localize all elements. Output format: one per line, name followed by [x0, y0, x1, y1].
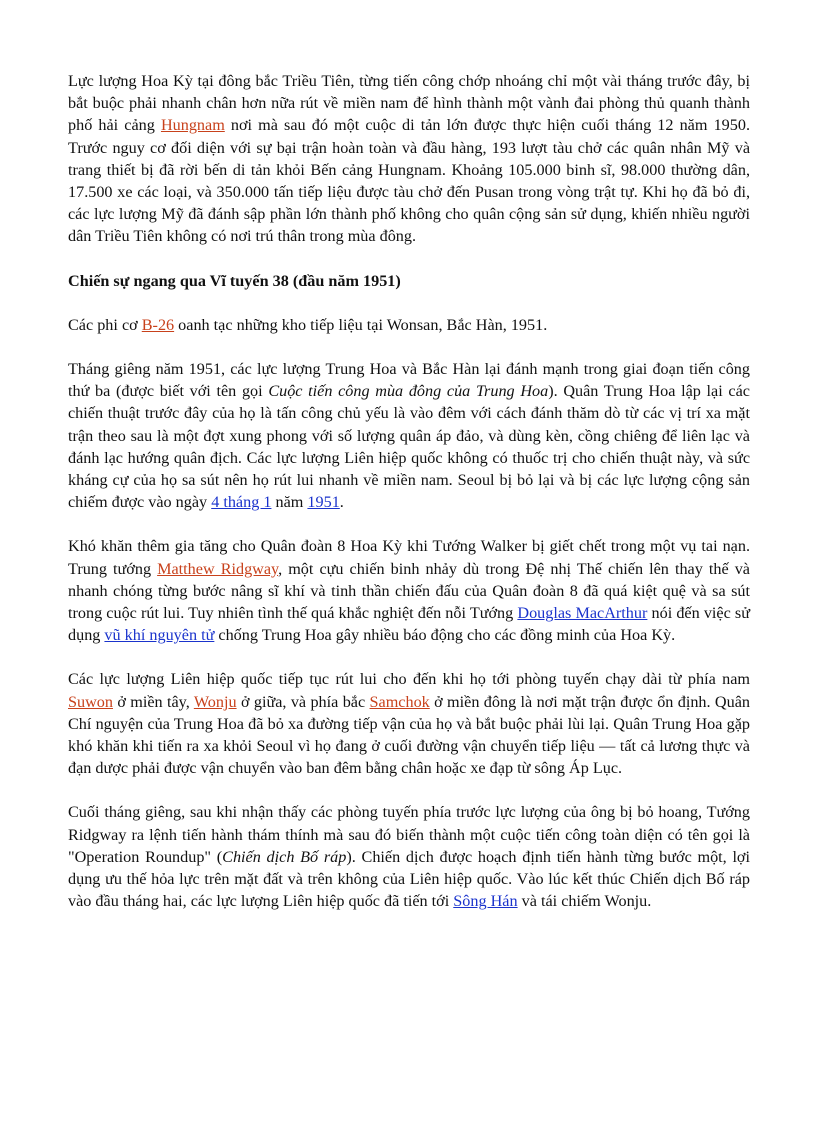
paragraph-operation-roundup: Cuối tháng giêng, sau khi nhận thấy các phòng tuyến phía trước lực lượng của ông bị bỏ hoang, Tướng Ridgway ra lệnh tiến hành thám thính mà sau đó biến thành một cuộc tiến công toàn diện có tên gọi là "Operation Roundup" (Chiến dịch Bố ráp). Chiến dịch được hoạch định tiến hành từng bước một, lợi dụng ưu thế hỏa lực trên mặt đất và trên không của Liên hiệp quốc. Vào lúc kết thúc Chiến dịch Bố ráp vào đầu tháng hai, các lực lượng Liên hiệp quốc đã tiến tới Sông Hán và tái chiếm Wonju. — [68, 803, 750, 911]
paragraph-third-offensive: Tháng giêng năm 1951, các lực lượng Trung Hoa và Bắc Hàn lại đánh mạnh trong giai đoạn tiến công thứ ba (được biết với tên gọi Cuộc tiến công mùa đông của Trung Hoa). Quân Trung Hoa lập lại các chiến thuật trước đây của họ là tấn công chủ yếu là vào đêm với cách đánh thăm dò từ các vị trí xa mặt trận theo sau là một đợt xung phong với số lượng quân áp đảo, và dùng kèn, cồng chiêng để liên lạc và đánh lạc hướng quân địch. Các lực lượng Liên hiệp quốc không có thuốc trị cho chiến thuật này, và sức kháng cự của họ sa sút nên họ rút lui nhanh về miền nam. Seoul bị bỏ lại và bị các lực lượng cộng sản chiếm được vào ngày 4 tháng 1 năm 1951. — [68, 360, 750, 512]
paragraph-b26-caption: Các phi cơ B-26 oanh tạc những kho tiếp liệu tại Wonsan, Bắc Hàn, 1951. — [68, 315, 548, 334]
link-matthew-ridgway[interactable]: Matthew Ridgway — [157, 559, 279, 578]
paragraph-hungnam-evacuation: Lực lượng Hoa Kỳ tại đông bắc Triều Tiên, từng tiến công chớp nhoáng chỉ một vài tháng trước đây, bị bắt buộc phải nhanh chân hơn nữa rút về miền nam để hình thành một vành đai phòng thủ quanh thành phố hải cảng Hungnam nơi mà sau đó một cuộc di tản lớn được thực hiện cuối tháng 12 năm 1950. Trước nguy cơ đối diện với sự bại trận hoàn toàn và đầu hàng, 193 lượt tàu chở các quân nhân Mỹ và trang thiết bị đã rời bến di tản khỏi Bến cảng Hungnam. Khoảng 105.000 binh sĩ, 98.000 thường dân, 17.500 xe các loại, và 350.000 tấn tiếp liệu được tàu chở đến Pusan trong vòng trật tự. Khi họ đã bỏ đi, các lực lượng Mỹ đã đánh sập phần lớn thành phố không cho quân cộng sản sử dụng, khiến nhiều người dân Triều Tiên không có nơi trú thân trong mùa đông. — [68, 72, 750, 246]
document-page — [68, 70, 750, 935]
link-hungnam[interactable]: Hungnam — [160, 116, 225, 135]
link-date-jan-4[interactable]: 4 tháng 1 — [211, 493, 272, 512]
link-samchok[interactable]: Samchok — [369, 692, 430, 711]
link-wonju[interactable]: Wonju — [193, 692, 237, 711]
link-nuclear-weapons[interactable]: vũ khí nguyên tử — [104, 626, 215, 645]
link-suwon[interactable]: Suwon — [68, 692, 113, 711]
section-heading: Chiến sự ngang qua Vĩ tuyến 38 (đầu năm 1951) — [68, 271, 401, 290]
link-douglas-macarthur[interactable]: Douglas MacArthur — [517, 604, 648, 623]
link-han-river[interactable]: Sông Hán — [453, 892, 518, 911]
paragraph-ridgway: Khó khăn thêm gia tăng cho Quân đoàn 8 Hoa Kỳ khi Tướng Walker bị giết chết trong một vụ tai nạn. Trung tướng Matthew Ridgway, một cựu chiến binh nhảy dù trong Đệ nhị Thế chiến lên thay thế và nhanh chóng từng bước nâng sĩ khí và tinh thần chiến đấu của Quân đoàn 8 đã quá kiệt quệ và sa sút trong cuộc rút lui. Tuy nhiên tình thế quá khắc nghiệt đến nỗi Tướng Douglas MacArthur nói đến việc sử dụng vũ khí nguyên tử chống Trung Hoa gây nhiều báo động cho các đồng minh của Hoa Kỳ. — [68, 537, 751, 645]
paragraph-front-line: Các lực lượng Liên hiệp quốc tiếp tục rút lui cho đến khi họ tới phòng tuyến chạy dài từ phía nam Suwon ở miền tây, Wonju ở giữa, và phía bắc Samchok ở miền đông là nơi mặt trận được ổn định. Quân Chí nguyện của Trung Hoa đã bỏ xa đường tiếp vận của họ và bắt buộc phải lùi lại. Quân Trung Hoa gặp khó khăn khi tiến ra xa khỏi Seoul vì họ đang ở cuối đường vận chuyển tiếp liệu — tất cả lương thực và đạn dược phải được vận chuyển vào ban đêm bằng chân hoặc xe đạp từ sông Áp Lục. — [68, 670, 750, 778]
link-b26[interactable]: B-26 — [141, 315, 175, 334]
link-year-1951[interactable]: 1951 — [307, 493, 340, 512]
